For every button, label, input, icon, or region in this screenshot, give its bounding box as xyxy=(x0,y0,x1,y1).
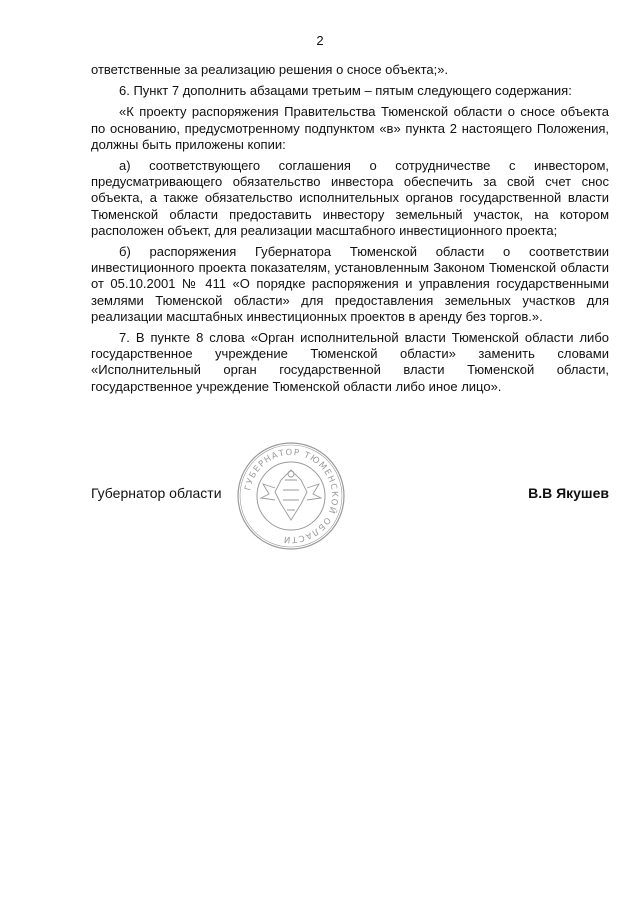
paragraph-4: а) соответствующего соглашения о сотрудничестве с инвестором, предусматривающего обязательство инвестора обеспечить за свой счет снос объекта, а также обязательство исполнительных органов государственной власти Тюменской области предоставить инвестору земельный участок, на котором расположен объект, для реализации масштабного инвестиционного проекта; xyxy=(91,158,609,238)
signatory-name: В.В Якушев xyxy=(528,485,609,501)
document-body xyxy=(91,62,609,400)
paragraph-1: ответственные за реализацию решения о сносе объекта;». xyxy=(91,62,449,77)
paragraph-5: б) распоряжения Губернатора Тюменской области о соответствии инвестиционного проекта показателям, установленным Законом Тюменской области от 05.10.2001 № 411 «О порядке распоряжения и управления государственными землями Тюменской области» для предоставления земельных участков для реализации масштабных инвестиционных проектов в аренду без торгов.». xyxy=(91,244,609,324)
paragraph-3: «К проекту распоряжения Правительства Тюменской области о сносе объекта по основанию, предусмотренному подпунктом «в» пункта 2 настоящего Положения, должны быть приложены копии: xyxy=(91,104,609,152)
signatory-position: Губернатор области xyxy=(91,485,222,501)
paragraph-2: 6. Пункт 7 дополнить абзацами третьим – пятым следующего содержания: xyxy=(119,83,572,99)
seal-ring-text: ГУБЕРНАТОР ТЮМЕНСКОЙ ОБЛАСТИ xyxy=(243,447,340,545)
signature-block xyxy=(0,484,640,502)
page-number: 2 xyxy=(316,33,324,48)
paragraph-6: 7. В пункте 8 слова «Орган исполнительной власти Тюменской области либо государственное учреждение Тюменской области» заменить словами «Исполнительный орган государственной власти Тюменской области, государственное учреждение Тюменской области либо иное лицо». xyxy=(91,330,609,394)
